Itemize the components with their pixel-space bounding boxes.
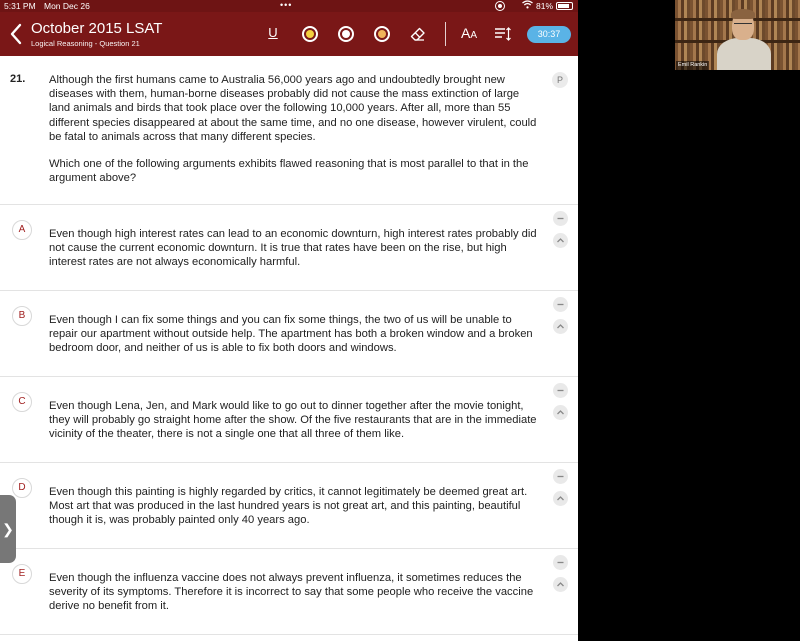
choice-letter[interactable]: C <box>12 392 32 412</box>
flag-icon[interactable]: P <box>552 72 568 88</box>
question-stem <box>49 73 537 185</box>
choice-text[interactable]: Even though Lena, Jen, and Mark would like to go out to dinner together after the movie tonight, they will probably go straight home after the show. Of the five restaurants that are in the immediate vicinity of the theater, there is not a single one that all three of them like. <box>49 400 537 441</box>
orange-highlighter-button[interactable] <box>374 26 390 42</box>
battery-percent: 81% <box>536 1 554 11</box>
question-prompt: Which one of the following arguments exhibits flawed reasoning that is most parallel to that in the argument above? <box>49 158 529 185</box>
eraser-icon[interactable] <box>410 26 426 42</box>
page-subtitle: Logical Reasoning - Question 21 <box>31 39 140 48</box>
app-header <box>0 12 578 56</box>
timer-badge[interactable]: 30:37 <box>527 26 571 43</box>
underline-tool-button[interactable]: U <box>268 25 278 40</box>
answer-choice-a[interactable] <box>0 205 578 289</box>
white-highlighter-button[interactable] <box>338 26 354 42</box>
screen-record-icon <box>495 1 505 11</box>
collapse-chevron-up-icon[interactable] <box>553 319 568 334</box>
eliminate-minus-icon[interactable] <box>553 469 568 484</box>
answer-choice-e[interactable] <box>0 549 578 633</box>
toolbar-divider <box>445 22 446 46</box>
choice-letter[interactable]: E <box>12 564 32 584</box>
divider <box>0 634 578 635</box>
choice-text[interactable]: Even though this painting is highly regarded by critics, it cannot legitimately be deemed great art. Most art that was produced in the last hundred years is not great art, and this painting, beautiful though it is, was probably painted only 40 years ago. <box>49 486 528 527</box>
answer-choice-d[interactable] <box>0 463 578 547</box>
collapse-chevron-up-icon[interactable] <box>553 577 568 592</box>
choice-letter[interactable]: D <box>12 478 32 498</box>
answer-choice-c[interactable] <box>0 377 578 461</box>
choice-text[interactable]: Even though I can fix some things and you can fix some things, the two of us will be unable to repair our apartment without outside help. The apartment has both a broken window and a broken bedroom door, and neither of us is able to fix both doors and windows. <box>49 314 533 355</box>
status-time: 5:31 PM <box>4 1 36 11</box>
webcam-tile <box>675 0 800 70</box>
side-drawer-tab[interactable]: ❯ <box>0 495 16 563</box>
line-spacing-icon[interactable] <box>494 26 510 42</box>
yellow-highlighter-button[interactable] <box>302 26 318 42</box>
text-size-big: A <box>461 25 471 41</box>
collapse-chevron-up-icon[interactable] <box>553 405 568 420</box>
battery-icon <box>556 2 573 10</box>
choice-text[interactable]: Even though high interest rates can lead to an economic downturn, high interest rates probably did not cause the current economic downturn. It is true that rates have been on the rise, but high interest rates are not always economically harmful. <box>49 228 537 269</box>
eliminate-minus-icon[interactable] <box>553 211 568 226</box>
person-glasses <box>734 23 752 28</box>
person-body <box>717 38 771 70</box>
wifi-icon <box>522 0 533 12</box>
page-title: October 2015 LSAT <box>31 20 163 37</box>
question-stimulus: Although the first humans came to Australia 56,000 years ago and undoubtedly brought new diseases with them, human-borne diseases probably did not cause the mass extinction of large land animals and birds that took place over the following 10,000 years. After all, more than 55 different species disappeared at about the same time, and no one disease, however virulent, could be fatal to animals across that many different species. <box>49 74 537 143</box>
choice-letter[interactable]: A <box>12 220 32 240</box>
question-view <box>0 56 578 641</box>
choice-letter[interactable]: B <box>12 306 32 326</box>
answer-choice-b[interactable] <box>0 291 578 375</box>
collapse-chevron-up-icon[interactable] <box>553 491 568 506</box>
choice-text[interactable]: Even though the influenza vaccine does not always prevent influenza, it sometimes reduces the severity of its symptoms. Therefore it is incorrect to say that some people who receive the vaccine derive no benefit from it. <box>49 572 534 613</box>
question-number: 21. <box>10 73 26 85</box>
multitasking-dots[interactable]: ••• <box>280 0 293 10</box>
back-chevron-icon[interactable] <box>8 21 24 47</box>
text-size-small: A <box>470 30 478 41</box>
eliminate-minus-icon[interactable] <box>553 383 568 398</box>
person-hair <box>731 9 755 19</box>
participant-name: Emil Rankin <box>678 62 708 68</box>
text-size-button[interactable] <box>461 25 477 41</box>
status-date: Mon Dec 26 <box>44 1 90 11</box>
eliminate-minus-icon[interactable] <box>553 297 568 312</box>
status-bar <box>0 0 578 12</box>
collapse-chevron-up-icon[interactable] <box>553 233 568 248</box>
eliminate-minus-icon[interactable] <box>553 555 568 570</box>
